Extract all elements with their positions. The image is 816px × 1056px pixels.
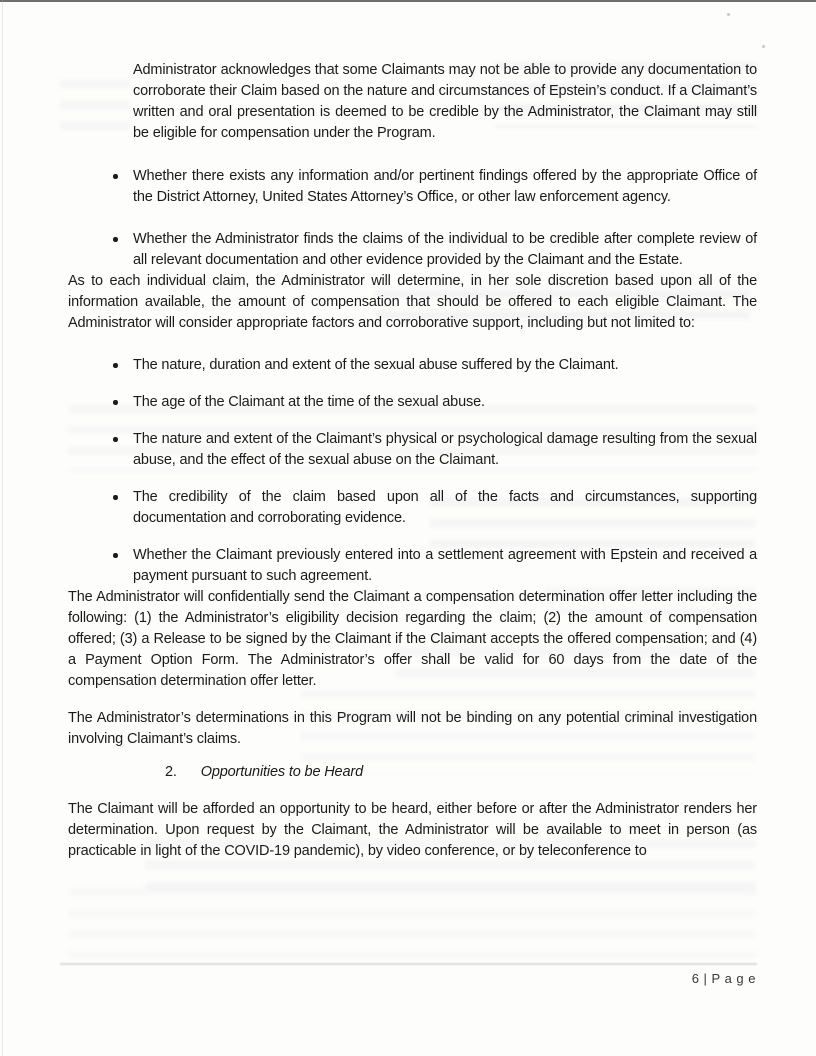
bullet-dot-icon [113,237,118,242]
scan-edge-artifact [0,0,816,2]
bullet-item [133,545,757,587]
document-body [68,60,757,862]
bullet-text: The credibility of the claim based upon all of the facts and circumstances, supporting documentation and corroborating evidence. [133,489,757,526]
section-heading [165,762,757,783]
scan-speck-artifact [727,13,730,16]
bleed-through-artifact [68,888,757,958]
bullet-dot-icon [113,400,118,405]
offer-letter-paragraph: The Administrator will confidentially send the Claimant a compensation determination offer letter including the following: (1) the Administrator’s eligibility decision regarding the claim; (2) the amount of compensation offered; (3) a Release to be signed by the Claimant if the Claimant accepts the offered compensation; and (4) a Payment Option Form. The Administrator’s offer shall be valid for 60 days from the date of the compensation determination offer letter. [68,589,757,689]
bullet-text: Whether there exists any information and/or pertinent findings offered by the appropriate Office of the District Attorney, United States Attorney’s Office, or other law enforcement agency. [133,168,757,205]
continuation-paragraph: Administrator acknowledges that some Claimants may not be able to provide any documentation to corroborate their Claim based on the nature and circumstances of Epstein’s conduct. If a Claimant’s written and oral presentation is deemed to be credible by the Administrator, the Claimant may still be eligible for compensation under the Program. [133,62,757,141]
bullet-item [133,229,757,271]
bullet-item [133,166,757,208]
bullet-dot-icon [113,363,118,368]
bullet-text: Whether the Claimant previously entered into a settlement agreement with Epstein and received a payment pursuant to such agreement. [133,547,757,584]
page-footer [692,971,756,986]
scan-speck-artifact [762,45,765,48]
bullet-item [133,392,757,413]
bleed-through-line-artifact [60,963,757,965]
bullet-text: The nature and extent of the Claimant’s physical or psychological damage resulting from the sexual abuse, and the effect of the sexual abuse on the Claimant. [133,431,757,468]
bullet-text: Whether the Administrator finds the claims of the individual to be credible after complete review of all relevant documentation and other evidence provided by the Claimant and the Estate. [133,231,757,268]
scan-edge-artifact [2,0,3,1056]
determination-paragraph: As to each individual claim, the Administrator will determine, in her sole discretion based upon all of the information available, the amount of compensation that should be offered to each eligible Claimant. The Administrator will consider appropriate factors and corroborative support, including but not limited to: [68,273,757,331]
bullet-dot-icon [113,495,118,500]
bullet-item [133,355,757,376]
bullet-item [133,487,757,529]
credibility-bullet-list [68,166,757,271]
bullet-dot-icon [113,553,118,558]
bullet-text: The age of the Claimant at the time of the sexual abuse. [133,394,485,410]
page-number-indicator: 6 | P a g e [691,971,756,986]
section-number: 2. [165,764,177,780]
bullet-item [133,429,757,471]
binding-paragraph: The Administrator’s determinations in this Program will not be binding on any potential criminal investigation involving Claimant’s claims. [68,710,757,747]
section-title: Opportunities to be Heard [200,764,363,780]
factor-bullet-list [68,355,757,587]
bullet-dot-icon [113,437,118,442]
opportunities-paragraph: The Claimant will be afforded an opportunity to be heard, either before or after the Administrator renders her determination. Upon request by the Claimant, the Administrator will be available to meet in person (as practicable in light of the COVID-19 pandemic), by video conference, or by teleconference to [68,801,757,859]
bullet-text: The nature, duration and extent of the sexual abuse suffered by the Claimant. [133,357,619,373]
bullet-dot-icon [113,174,118,179]
